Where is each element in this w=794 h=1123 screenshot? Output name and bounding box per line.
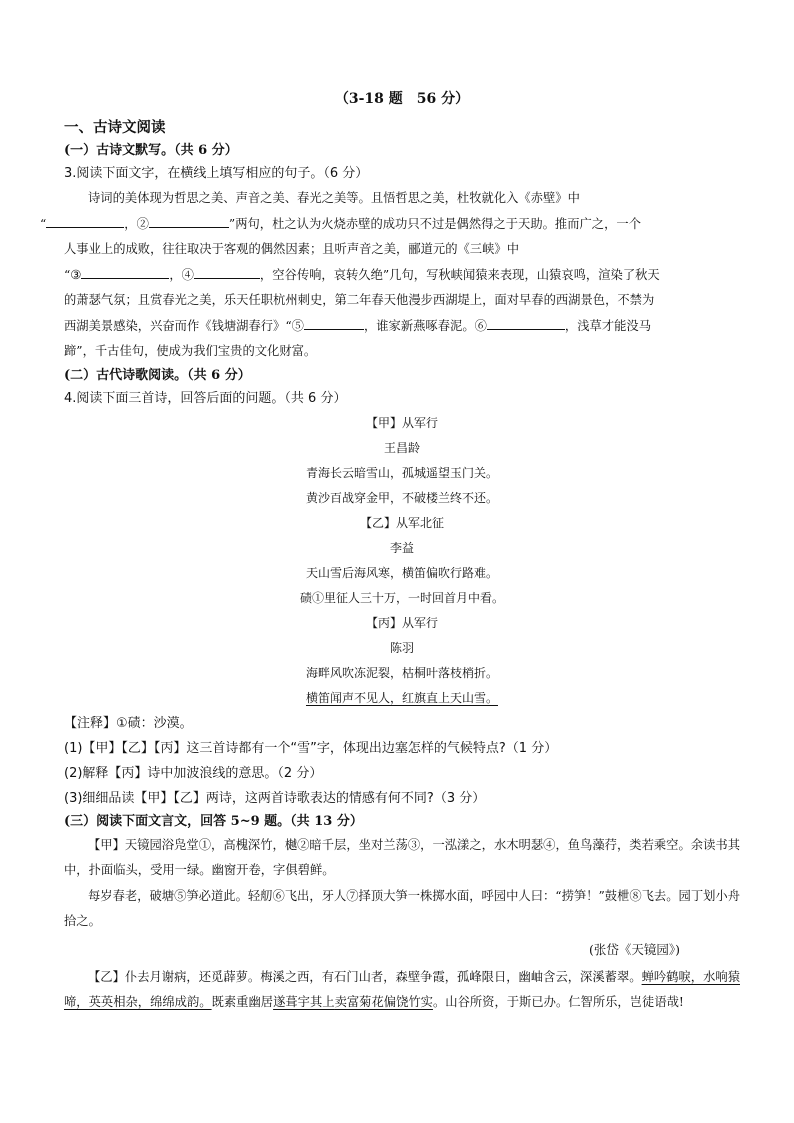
poem-author: 陈羽 xyxy=(389,640,414,655)
question-3-prompt: 3.阅读下面文字，在横线上填写相应的句子。（6 分） xyxy=(64,166,369,181)
poem-title: 【丙】从军行 xyxy=(365,615,438,630)
blank-2[interactable] xyxy=(149,213,229,228)
blank-5[interactable] xyxy=(304,315,364,330)
poem-title: 【甲】从军行 xyxy=(365,415,438,430)
poem-line: 海畔风吹冻泥裂，枯桐叶落枝梢折。 xyxy=(305,665,498,680)
poem-yi xyxy=(64,511,740,611)
blank-4[interactable] xyxy=(194,264,260,279)
underlined-sentence: 卖富菊花偏饶竹实 xyxy=(334,995,433,1009)
exam-page xyxy=(40,88,741,1016)
wenyan-jia-para-1: 【甲】天镜园浴凫堂①，高槐深竹，樾②暗千层，坐对兰荡③，一泓漾之，水木明瑟④，鱼鸟藻荇，类若乘空。余读书其中，扑面临头，受用一绿。幽窗开卷，字俱碧鲜。 xyxy=(64,837,740,877)
underlined-sentence: 遂葺宇其上 xyxy=(273,995,335,1009)
annotation: 【注释】①碛：沙漠。 xyxy=(64,715,193,731)
question-3-text: 诗词的美体现为哲思之美、声音之美、春光之美等。且悟哲思之美，杜牧就化入《赤壁》中 “ ，② ”两句，杜之认为火烧赤壁的成功只不过是偶然得之于天助。推而广之，一个 人事业上的成败，往往取决于客观的偶然因素；且听声音之美，郦道元的《三峡》中 “③ ，④ ，空谷传响，哀转久绝”几句，写秋峡闻猿来表现，山猿哀鸣，渲染了秋天 的萧瑟气氛；且赏春光之美，乐天任职杭州刺史，第二年春天他漫步西湖堤上，面对早春的西湖景色，不禁为 西湖美景感染，兴奋而作《钱塘湖春行》“⑤ ，谁家新燕啄春泥。⑥ ，浅草才能没马 蹄”，千古佳句，使成为我们宝贵的文化财富。 xyxy=(40,191,660,358)
poem-title: 【乙】从军北征 xyxy=(359,515,444,530)
poem-line: 天山雪后海风寒，横笛偏吹行路难。 xyxy=(305,565,498,580)
question-4-prompt: 4.阅读下面三首诗，回答后面的问题。（共 6 分） xyxy=(64,390,347,406)
sub-question-1: (1)【甲】【乙】【丙】这三首诗都有一个“雪”字，体现出边塞怎样的气候特点?（1 分） xyxy=(64,740,558,756)
blank-3[interactable] xyxy=(81,264,169,279)
poem-line: 黄沙百战穿金甲，不破楼兰终不还。 xyxy=(305,490,498,505)
poem-author: 李益 xyxy=(389,540,414,555)
blank-1[interactable] xyxy=(46,213,124,228)
wenyan-yi-para: 【乙】仆去月谢病，还觅薜萝。梅溪之西，有石门山者，森壁争霞，孤峰限日，幽岫含云，深溪蓄翠。蝉吟鹤唳，水响猿啼，英英相杂，绵绵成韵。既素重幽居遂葺宇其上卖富菊花偏饶竹实。山谷所资，于斯已办。仁智所乐，岂徒语哉! xyxy=(64,969,740,1009)
poem-line-wavy: 横笛闻声不见人，红旗直上天山雪。 xyxy=(305,690,498,705)
underlined-sentence: 蝉吟鹤唳，水响猿啼，英英相杂，绵绵成韵。 xyxy=(64,969,740,1009)
wenyan-jia-para-2: 每岁春老，破塘⑤笋必道此。轻舠⑥飞出，牙人⑦择顶大笋一株掷水面，呼园中人曰：“捞笋！”鼓枻⑧飞去。园丁划小舟拾之。 xyxy=(64,888,741,928)
poem-line: 青海长云暗雪山，孤城遥望玉门关。 xyxy=(305,465,498,480)
sub-question-2: (2)解释【丙】诗中加波浪线的意思。（2 分） xyxy=(64,765,323,781)
part-title-2: (二）古代诗歌阅读。（共 6 分） xyxy=(64,367,251,383)
poem-author: 王昌龄 xyxy=(383,440,420,455)
sub-question-3: (3)细细品读【甲】【乙】两诗，这两首诗歌表达的情感有何不同?（3 分） xyxy=(64,790,486,806)
poem-line: 碛①里征人三十万，一时回首月中看。 xyxy=(299,590,504,605)
part-title-3: (三）阅读下面文言文，回答 5~9 题。（共 13 分） xyxy=(64,813,363,829)
blank-6[interactable] xyxy=(487,315,565,330)
source-citation: (张岱《天镜园》) xyxy=(588,941,680,957)
poem-jia xyxy=(64,411,740,511)
poem-bing xyxy=(64,611,740,711)
section-header: （3-18 题 56 分） xyxy=(334,91,470,107)
section-title: 一、古诗文阅读 xyxy=(64,119,166,136)
part-title-1: (一）古诗文默写。（共 6 分） xyxy=(64,143,238,158)
